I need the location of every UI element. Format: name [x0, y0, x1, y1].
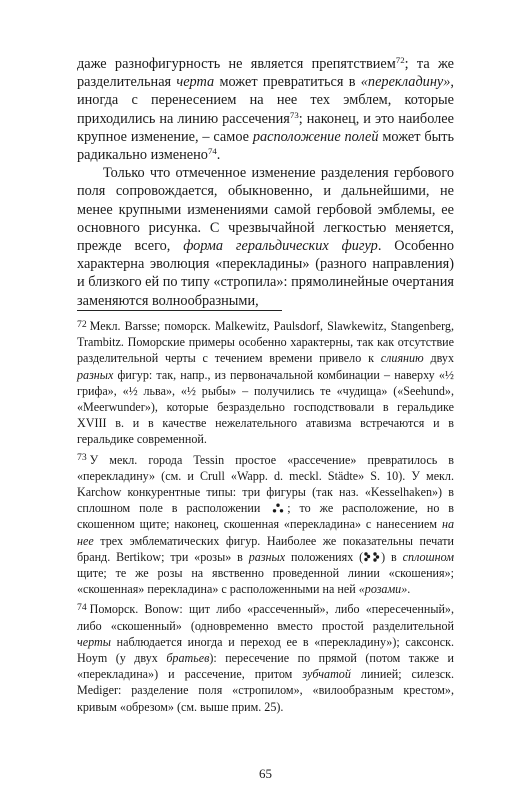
- italic-text: на нее: [77, 517, 454, 548]
- italic-text: зубчатой: [302, 667, 351, 682]
- footnote-text: Поморск. Bonow: щит либо «рассеченный», либо «пересеченный», либо «скошенный» (одновременно вместо простой разделительной черты наблюдается иногда и переход ее в «перекладину»); саксонск. Hoym (у двух братьев): пересечение по прямой (потом также и «перекладина») и рассечение, притом зубчатой линией; силезск. Mediger: разделение поля «стропилом», «вилообразным крестом», кривым «обрезом» (см. выше прим. 25).: [77, 602, 454, 714]
- footnote-text: У мекл. города Tessin простое «рассечение» превратилось в «перекладину» (см. и Crull «Wapp. d. meckl. Städte» S. 10). У мекл. Karchow конкурентные типы: три фигуры (так наз. «Kesselhaken») в сплошном поле в расположении ; то же расположение, но в скошенном щите; наконец, скошенная «перекладина» с нанесением на нее трех эмблематических фигур. Наиболее же показательны печати бранд. Bertikow; три «розы» в разных положениях ( ) в сплошном щите; те же розы на явственно проведенной линии «скошения»; «скошенная» перекладина» с расположенными на ней «розами».: [77, 452, 455, 597]
- italic-text: «розами»: [358, 582, 408, 597]
- footnote-text: Мекл. Barsse; поморск. Malkewitz, Paulsdorf, Slawkewitz, Stangenberg, Trambitz. Поморские примеры особенно характерны, так как отсутствие разделительной черты с течением времени привело к слиянию двух разных фигур: так, напр., из первоначальной комбинации – наверху «½ грифа», «½ льва», «½ рыбы» – получились те «чудища» («Seehund», «Meerwunder»), которые безраздельно господствовали в геральдике XVIII в. и в качестве нежелательного атавизма встречаются и в геральдике современной.: [77, 319, 454, 447]
- roses-dots-pattern-icon: [363, 552, 381, 562]
- footnote-separator: [77, 310, 282, 311]
- page-number: 65: [259, 766, 272, 781]
- footnote-73: [77, 452, 454, 598]
- footnote-ref: 72: [395, 55, 405, 66]
- italic-text: черты: [77, 634, 111, 649]
- footnote-number: 72: [77, 318, 87, 330]
- footnote-72: [77, 318, 454, 448]
- three-dots-triangle-icon: [269, 503, 287, 513]
- footnote-number: 73: [77, 452, 87, 464]
- italic-text: слиянию: [380, 351, 424, 366]
- italic-text: «перекладину»: [360, 74, 451, 91]
- footnote-74: [77, 601, 454, 714]
- paragraph-2: Только что отмеченное изменение разделения гербового поля сопровождается, обыкновенно, и дальнейшими, не менее крупными изменениями самой гербовой эмблемы, ее основного рисунка. С чрезвычайной легкостью меняется, прежде всего, форма геральдических фигур. Особенно характерна эволюция «перекладины» (разного направления) и близкого ей по типу «стропила»: прямолинейные очертания заменяются волнообразными,: [77, 165, 454, 309]
- italic-text: черта: [176, 74, 215, 91]
- footnote-ref: 73: [289, 109, 299, 120]
- paragraph-1: даже разнофигурность не является препятствием$^{72}$; та же разделительная черта может превратиться в «перекладину», иногда с перенесением на нее тех эмблем, которые приходились на линию рассечения$^{73}$; наконец, и это наиболее крупное изменение, – самое расположение полей может быть радикально изменено$^{74}$.: [77, 55, 455, 164]
- italic-text: сплошном: [402, 549, 454, 564]
- book-page: [77, 0, 454, 800]
- footnote-number: 74: [77, 602, 87, 614]
- italic-text: братьев: [166, 651, 210, 666]
- italic-text: разных: [248, 549, 286, 564]
- italic-text: расположение полей: [252, 128, 379, 145]
- main-text: [77, 55, 454, 310]
- footnotes: [77, 318, 454, 719]
- italic-text: разных: [77, 367, 114, 382]
- italic-text: форма геральдических фигур: [183, 238, 378, 255]
- footnote-ref: 74: [207, 146, 217, 157]
